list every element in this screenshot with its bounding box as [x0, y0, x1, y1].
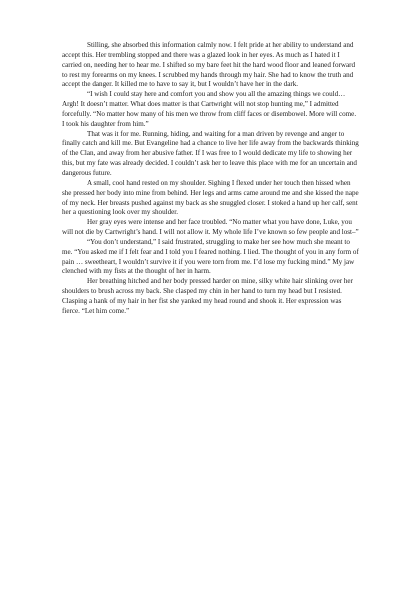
paragraph: “You don’t understand,” I said frustrated, struggling to make her see how much she meant to me. “You asked me if I felt fear and I told you I feared nothing. I lied. The thought of you in any form of pain … sweetheart, I wouldn’t survive it if you were torn from me. I’d lose my fucking mind.” My jaw clenched with my fists at the thought of her in harm. [62, 237, 359, 276]
paragraph: A small, cool hand rested on my shoulder. Sighing I flexed under her touch then hissed when she pressed her body into mine from behind. Her legs and arms came around me and she kissed the nape of my neck. Her breasts pushed against my back as she snuggled closer. I stoked a hand up her calf, sent her a questioning look over my shoulder. [62, 178, 359, 217]
paragraph: Stilling, she absorbed this information calmly now. I felt pride at her ability to understand and accept this. Her trembling stopped and there was a glazed look in her eyes. As much as I hated it I carried on, needing her to hear me. I shifted so my bare feet hit the hard wood floor and leaned forward to rest my forearms on my knees. I scrubbed my hands through my hair. She had to know the truth and accept the danger. It killed me to have to say it, but I wouldn’t have her in the dark. [62, 41, 356, 89]
paragraph: “I wish I could stay here and comfort you and show you all the amazing things we could… Argh! It doesn’t matter. What does matter is that Cartwright will not stop hunting me,” I admitted forcefully. “No matter how many of his men we throw from cliff faces or disembowel. More will come. I took his daughter from him.” [62, 90, 357, 128]
paragraph: That was it for me. Running, hiding, and waiting for a man driven by revenge and anger to finally catch and kill me. But Evangeline had a chance to live her life away from the backwards thinking of the Clan, and away from her abusive father. If I was free to I would dedicate my life to showing her this, but my fate was already decided. I couldn’t ask her to leave this place with me for an uncertain and dangerous future. [62, 129, 359, 177]
body-text [62, 41, 359, 317]
paragraph: Her gray eyes were intense and her face troubled. “No matter what you have done, Luke, you will not die by Cartwright’s hand. I will not allow it. My whole life I’ve known so few people and lost–” [62, 218, 359, 237]
paragraph: Her breathing hitched and her body pressed harder on mine, silky white hair slinking over her shoulders to brush across my back. She clasped my chin in her hand to turn my head but I resisted. Clasping a hank of my hair in her fist she yanked my head round and shook it. Her expression was fierce. “Let him come.” [62, 277, 353, 315]
